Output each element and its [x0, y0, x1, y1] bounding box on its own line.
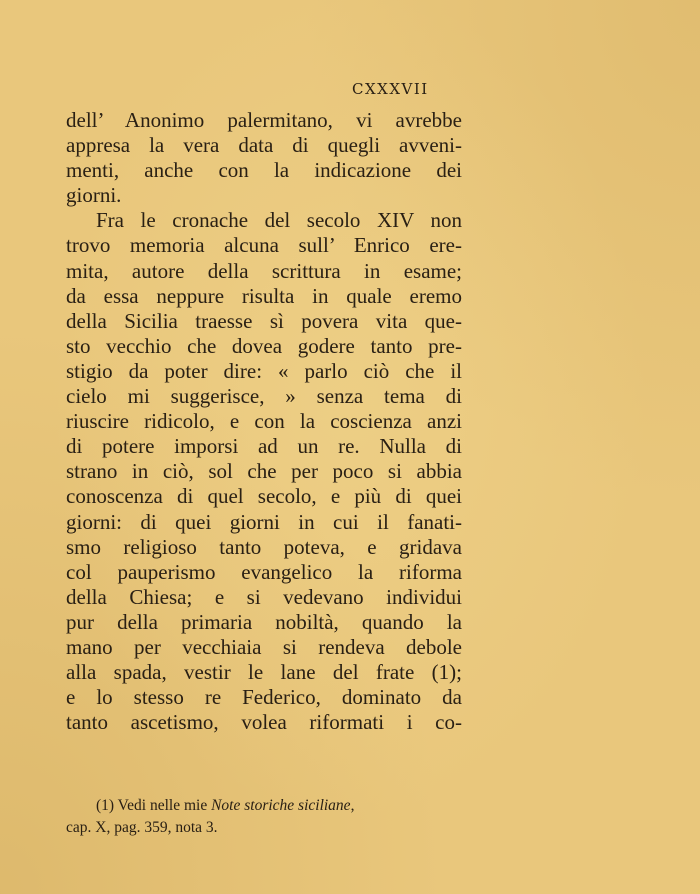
footnote-line	[66, 795, 466, 817]
text-line: tanto ascetismo, volea riformati i co-	[66, 710, 462, 735]
footnote-marker: (1) Vedi nelle mie	[96, 797, 212, 814]
footnote-punctuation: ,	[350, 797, 355, 814]
text-line: di potere imporsi ad un re. Nulla di	[66, 434, 462, 459]
text-line: appresa la vera data di quegli avveni-	[66, 133, 462, 158]
text-line: e lo stesso re Federico, dominato da	[66, 685, 462, 710]
text-line: giorni: di quei giorni in cui il fanati-	[66, 509, 462, 534]
text-line: mano per vecchiaia si rendeva debole	[66, 634, 462, 659]
text-line: menti, anche con la indicazione dei	[66, 158, 462, 183]
text-line: da essa neppure risulta in quale eremo	[66, 283, 462, 308]
text-line: della Chiesa; e si vedevano individui	[66, 584, 462, 609]
text-line: alla spada, vestir le lane del frate (1);	[66, 660, 462, 685]
paragraph-start-line: Fra le cronache del secolo XIV non	[96, 208, 462, 233]
text-line: della Sicilia traesse sì povera vita que-	[66, 308, 462, 333]
text-line: sto vecchio che dovea godere tanto pre-	[66, 333, 462, 358]
text-line: pur della primaria nobiltà, quando la	[66, 609, 462, 634]
text-line: conoscenza di quel secolo, e più di quei	[66, 484, 462, 509]
footnote-cited-title: Note storiche siciliane	[211, 797, 351, 814]
text-line: riuscire ridicolo, e con la coscienza anzi	[66, 409, 462, 434]
text-line: smo religioso tanto poteva, e gridava	[66, 534, 462, 559]
text-line: giorni.	[66, 183, 122, 208]
text-line: dell’ Anonimo palermitano, vi avrebbe	[66, 108, 462, 132]
text-line: cielo mi suggerisce, » senza tema di	[66, 384, 462, 409]
text-line: stigio da poter dire: « parlo ciò che il	[66, 358, 462, 383]
text-line: col pauperismo evangelico la riforma	[66, 559, 462, 584]
text-line: strano in ciò, sol che per poco si abbia	[66, 459, 462, 484]
body-text	[66, 108, 462, 735]
footnote-line: cap. X, pag. 359, nota 3.	[66, 819, 218, 836]
text-line: trovo memoria alcuna sull’ Enrico ere-	[66, 233, 462, 258]
footnote	[66, 795, 466, 839]
page-number-header: CXXXVII	[352, 80, 429, 98]
text-line: mita, autore della scrittura in esame;	[66, 258, 462, 283]
